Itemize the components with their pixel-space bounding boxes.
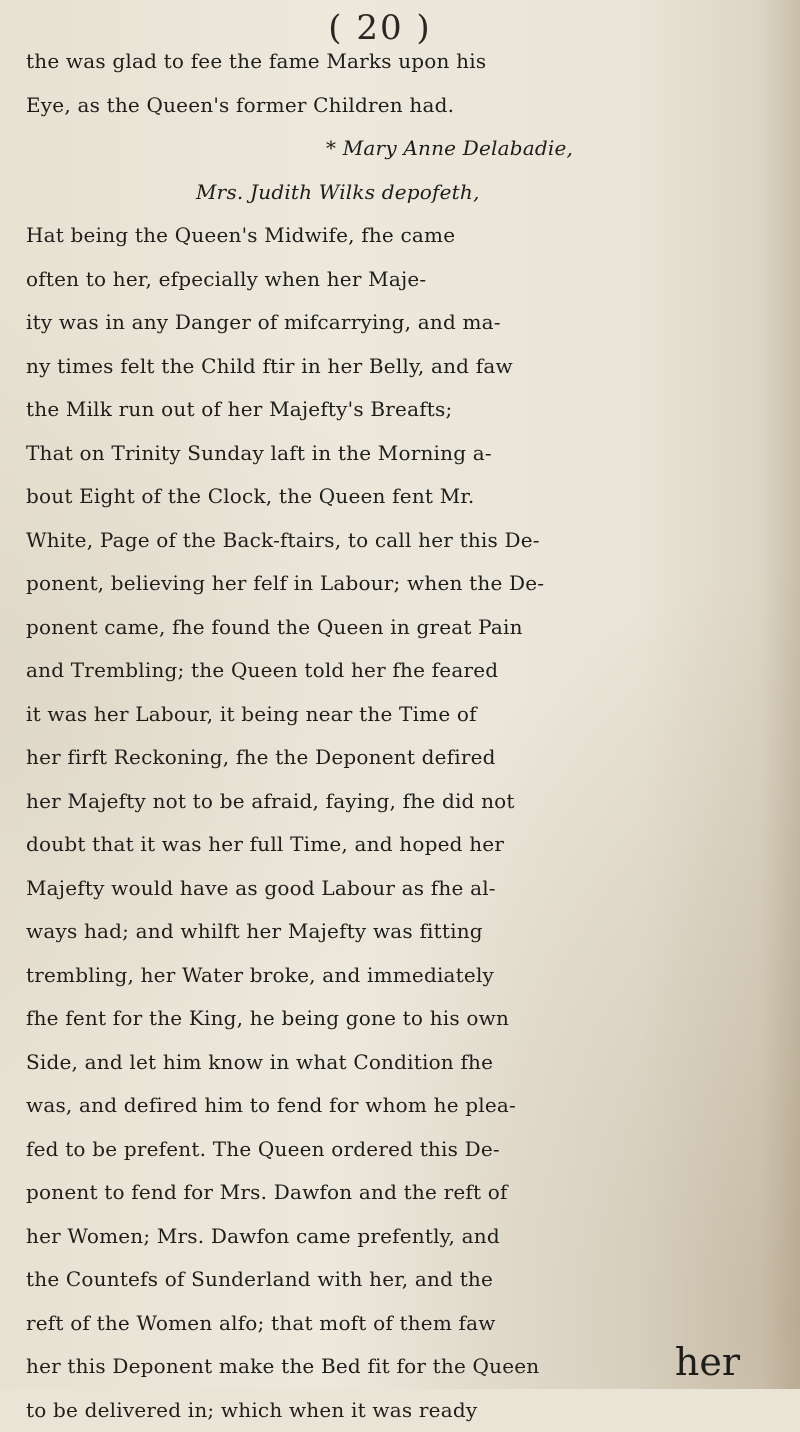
text-line: the Countefs of Sunderland with her, and the xyxy=(26,1258,796,1302)
deponent-name-line: Mrs. Judith Wilks depofeth, xyxy=(26,171,796,215)
text-line: was, and defired him to fend for whom he plea- xyxy=(26,1084,796,1128)
text-line: ponent, believing her felf in Labour; when the De- xyxy=(26,562,796,606)
text-line: Majefty would have as good Labour as fhe al- xyxy=(26,867,796,911)
deponent-heading-line: * Mary Anne Delabadie, xyxy=(26,127,796,171)
text-line: and Trembling; the Queen told her fhe feared xyxy=(26,649,796,693)
text-line: ways had; and whilft her Majefty was fitting xyxy=(26,910,796,954)
text-line: bout Eight of the Clock, the Queen fent Mr. xyxy=(26,475,796,519)
text-line: ponent came, fhe found the Queen in great Pain xyxy=(26,606,796,650)
text-line: fed to be prefent. The Queen ordered this De- xyxy=(26,1128,796,1172)
text-line: That on Trinity Sunday laft in the Morning a- xyxy=(26,432,796,476)
text-line: ponent to fend for Mrs. Dawfon and the reft of xyxy=(26,1171,796,1215)
text-line: White, Page of the Back-ftairs, to call her this De- xyxy=(26,519,796,563)
body-text xyxy=(26,40,796,1432)
text-line: Side, and let him know in what Condition fhe xyxy=(26,1041,796,1085)
text-line: ity was in any Danger of mifcarrying, and ma- xyxy=(26,301,796,345)
text-line: her Majefty not to be afraid, faying, fhe did not xyxy=(26,780,796,824)
text-line: it was her Labour, it being near the Time of xyxy=(26,693,796,737)
text-line: often to her, efpecially when her Maje- xyxy=(26,258,796,302)
text-line: fhe fent for the King, he being gone to his own xyxy=(26,997,796,1041)
text-line: the was glad to fee the fame Marks upon his xyxy=(26,40,796,84)
text-line: the Milk run out of her Majefty's Breafts; xyxy=(26,388,796,432)
catchword: her xyxy=(675,1342,740,1382)
text-line: her firft Reckoning, fhe the Deponent defired xyxy=(26,736,796,780)
text-line: doubt that it was her full Time, and hoped her xyxy=(26,823,796,867)
text-line: trembling, her Water broke, and immediately xyxy=(26,954,796,998)
text-line: ny times felt the Child ftir in her Belly, and faw xyxy=(26,345,796,389)
text-line-dropcap: Hat being the Queen's Midwife, fhe came xyxy=(26,214,796,258)
text-line: Eye, as the Queen's former Children had. xyxy=(26,84,796,128)
text-line: her this Deponent make the Bed fit for the Queen xyxy=(26,1345,796,1389)
text-line: to be delivered in; which when it was ready xyxy=(26,1389,796,1432)
text-line: her Women; Mrs. Dawfon came prefently, and xyxy=(26,1215,796,1259)
text-line: reft of the Women alfo; that moft of them faw xyxy=(26,1302,796,1346)
page-number: ( 20 ) xyxy=(300,8,460,48)
